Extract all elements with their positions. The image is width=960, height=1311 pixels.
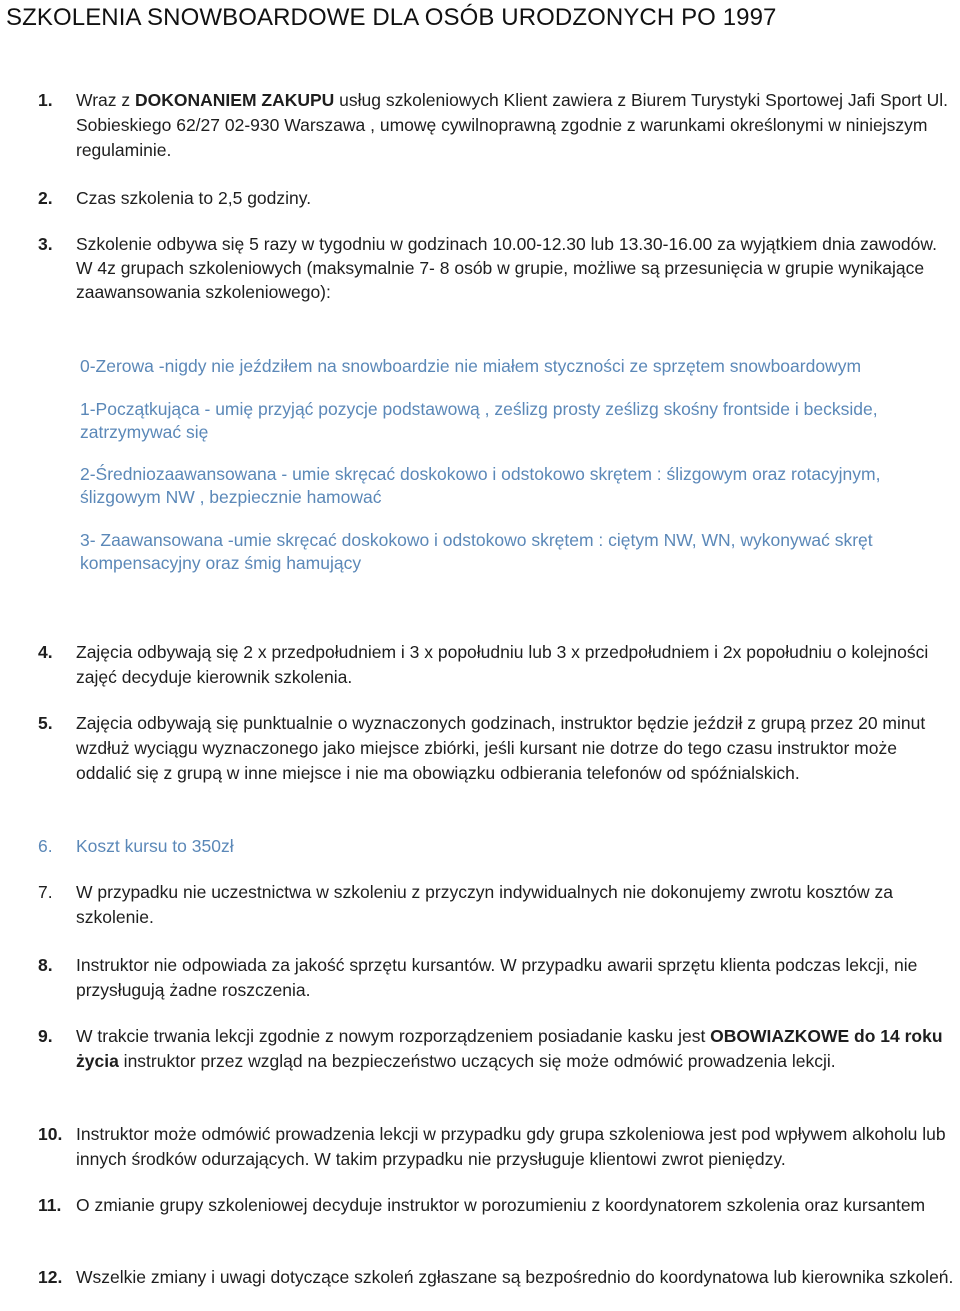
rule-item-3	[0, 232, 960, 304]
rule-item-11	[0, 1193, 960, 1218]
rule-item-6	[0, 834, 960, 859]
page-title: SZKOLENIA SNOWBOARDOWE DLA OSÓB URODZONYCH PO 1997	[6, 4, 777, 31]
skill-level-1: 1-Początkująca - umię przyjąć pozycje podstawową , ześlizg prosty ześlizg skośny frontside i beckside, zatrzymywać się	[80, 399, 878, 442]
rule-text: Instruktor nie odpowiada za jakość sprzętu kursantów. W przypadku awarii sprzętu klienta podczas lekcji, nie przysługują żadne roszczenia.	[76, 955, 918, 1000]
rule-number: 11.	[38, 1195, 62, 1215]
rule-text: W przypadku nie uczestnictwa w szkoleniu z przyczyn indywidualnych nie dokonujemy zwrotu kosztów za szkolenie.	[76, 882, 894, 927]
rule-number: 1.	[38, 90, 53, 110]
rule-emphasis: DOKONANIEM ZAKUPU	[135, 90, 335, 110]
rule-text: O zmianie grupy szkoleniowej decyduje instruktor w porozumieniu z koordynatorem szkolenia oraz kursantem	[76, 1195, 926, 1215]
rule-text: Zajęcia odbywają się 2 x przedpołudniem i 3 x popołudniu lub 3 x przedpołudniem i 2x popołudniu o kolejności zajęć decyduje kierownik szkolenia.	[76, 642, 929, 687]
rule-text: Wszelkie zmiany i uwagi dotyczące szkoleń zgłaszane są bezpośrednio do koordynatowa lub kierownika szkoleń.	[76, 1267, 954, 1287]
rule-number: 2.	[38, 188, 53, 208]
rule-number: 3.	[38, 234, 53, 254]
rule-number: 9.	[38, 1026, 53, 1046]
rule-number: 12.	[38, 1267, 63, 1287]
rule-number: 10.	[38, 1124, 63, 1144]
rule-number: 7.	[38, 882, 53, 902]
rule-item-5	[0, 711, 960, 786]
rule-item-12	[0, 1265, 960, 1290]
rule-item-2	[0, 186, 960, 211]
rule-item-10	[0, 1122, 960, 1172]
skill-level-0: 0-Zerowa -nigdy nie jeździłem na snowboardzie nie miałem styczności ze sprzętem snowboardowym	[80, 356, 862, 376]
rule-text: Zajęcia odbywają się punktualnie o wyznaczonych godzinach, instruktor będzie jeździł z grupą przez 20 minut wzdłuż wyciągu wyznaczonego jako miejsce zbiórki, jeśli kursant nie dotrze do tego czasu instruktor może oddalić się z grupą w inne miejsce i nie ma obowiązku odbierania telefonów od spóźnialskich.	[76, 713, 926, 783]
rule-text: Koszt kursu to 350zł	[76, 836, 234, 856]
rule-item-8	[0, 953, 960, 1003]
rule-text: Instruktor może odmówić prowadzenia lekcji w przypadku gdy grupa szkoleniowa jest pod wpływem alkoholu lub innych środków odurzających. W takim przypadku nie przysługuje klientowi zwrot pieniędzy.	[76, 1124, 946, 1169]
rule-text: Szkolenie odbywa się 5 razy w tygodniu w godzinach 10.00-12.30 lub 13.30-16.00 za wyjątkiem dnia zawodów. W 4z grupach szkoleniowych (maksymalnie 7- 8 osób w grupie, możliwe są przesunięcia w grupie wynikające zaawansowania szkoleniowego):	[76, 234, 937, 302]
skill-level-3: 3- Zaawansowana -umie skręcać doskokowo i odstokowo skrętem : ciętym NW, WN, wykonywać skręt kompensacyjny oraz śmig hamujący	[80, 530, 873, 573]
rule-text: Czas szkolenia to 2,5 godziny.	[76, 188, 312, 208]
rule-text: Wraz z DOKONANIEM ZAKUPU usług szkoleniowych Klient zawiera z Biurem Turystyki Sportowej Jafi Sport Ul. Sobieskiego 62/27 02-930 Warszawa , umowę cywilnoprawną zgodnie z warunkami określonymi w niniejszym regulaminie.	[76, 90, 949, 160]
rule-item-7	[0, 880, 960, 930]
skill-level-2: 2-Średniozaawansowana - umie skręcać doskokowo i odstokowo skrętem : ślizgowym oraz rotacyjnym, ślizgowym NW , bezpiecznie hamować	[80, 464, 881, 507]
rule-number: 4.	[38, 642, 53, 662]
rule-item-4	[0, 640, 960, 690]
rule-item-1	[0, 88, 960, 163]
rule-item-9	[0, 1024, 960, 1074]
rule-number: 8.	[38, 955, 53, 975]
rule-number: 6.	[38, 836, 53, 856]
rule-number: 5.	[38, 713, 53, 733]
rule-text: W trakcie trwania lekcji zgodnie z nowym rozporządzeniem posiadanie kasku jest OBOWIAZKOWE do 14 roku życia instruktor przez wzgląd na bezpieczeństwo uczących się może odmówić prowadzenia lekcji.	[76, 1026, 943, 1071]
rule-emphasis: OBOWIAZKOWE do 14 roku życia	[76, 1026, 943, 1071]
